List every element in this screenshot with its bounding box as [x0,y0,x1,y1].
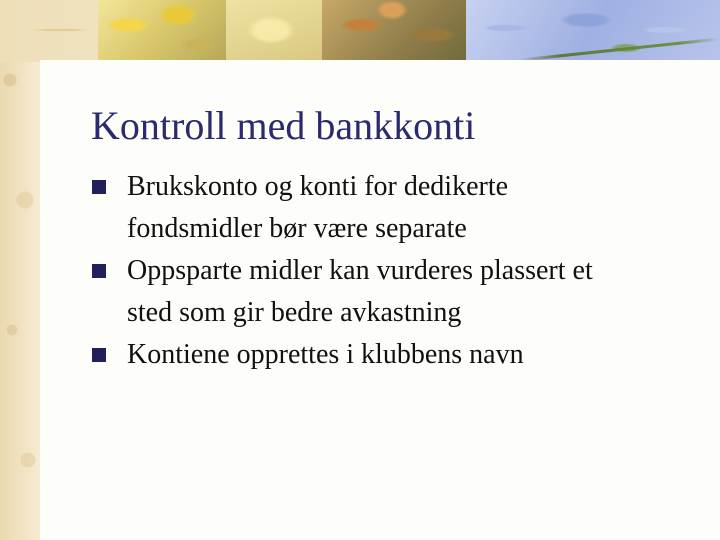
square-bullet-icon [92,264,106,278]
bullet-line: fondsmidler bør være separate [127,213,467,244]
bullet-item [92,250,692,334]
decorative-leaf-image [98,0,226,60]
decorative-header-band [0,0,720,62]
slide-title: Kontroll med bankkonti [91,103,476,148]
decorative-left-strip [0,0,40,540]
decorative-light-image [226,0,322,60]
bullet-line: Brukskonto og konti for dedikerte [127,171,509,202]
square-bullet-icon [92,348,106,362]
decorative-autumn-image [322,0,472,60]
bullet-item [92,334,692,376]
bullet-line: Kontiene opprettes i klubbens navn [127,339,524,370]
bullet-list [92,166,692,376]
bullet-line: sted som gir bedre avkastning [127,297,462,328]
bullet-line: Oppsparte midler kan vurderes plassert et [127,255,593,286]
bullet-item [92,166,692,250]
square-bullet-icon [92,180,106,194]
